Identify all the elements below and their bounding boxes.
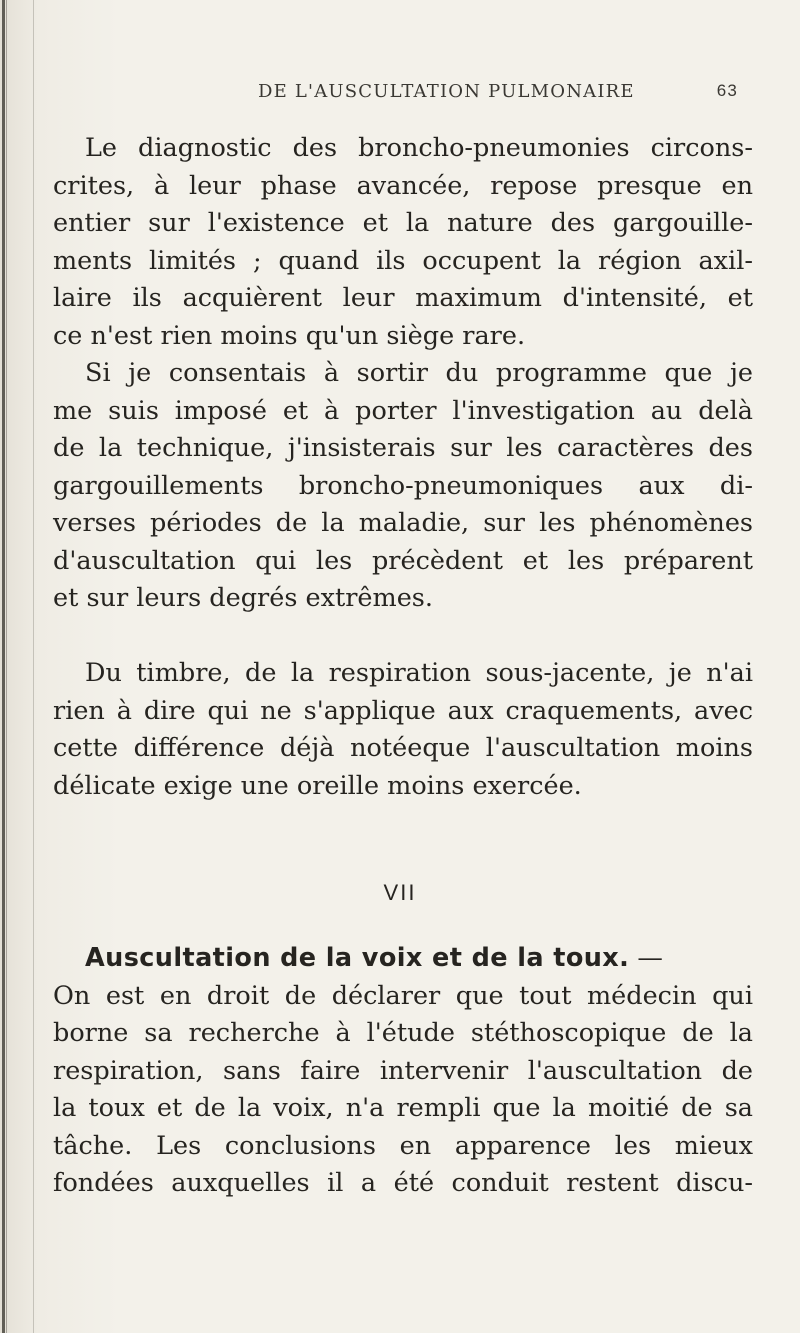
- heading-dash: —: [629, 943, 663, 973]
- text-line: gargouillements broncho-pneumoniques aux di-: [53, 470, 753, 501]
- text-line: rien à dire qui ne s'applique aux craquements, avec: [53, 695, 753, 726]
- text-line: cette différence déjà notéeque l'auscultation moins: [53, 733, 753, 763]
- binding-edge: [2, 0, 5, 1333]
- paragraph-3: [53, 655, 753, 805]
- text-line: On est en droit de déclarer que tout médecin qui: [53, 980, 753, 1011]
- text-line: Du timbre, de la respiration sous-jacente, je n'ai: [85, 658, 753, 688]
- text-line: crites, à leur phase avancée, repose presque en: [53, 170, 753, 201]
- text-line: Le diagnostic des broncho-pneumonies circons-: [85, 133, 753, 163]
- section-heading-line: [53, 940, 753, 978]
- text-line: verses périodes de la maladie, sur les phénomènes: [53, 508, 753, 538]
- text-line: borne sa recherche à l'étude stéthoscopique de la: [53, 1018, 753, 1048]
- binding-edge-shadow: [6, 0, 7, 1333]
- text-line: de la technique, j'insisterais sur les caractères des: [53, 433, 753, 463]
- text-line: fondées auxquelles il a été conduit restent discu-: [53, 1168, 753, 1198]
- text-line: tâche. Les conclusions en apparence les mieux: [53, 1130, 753, 1161]
- text-line: laire ils acquièrent leur maximum d'intensité, et: [53, 283, 753, 313]
- page-number: 63: [716, 81, 738, 100]
- running-header: [258, 81, 738, 102]
- text-line: délicate exige une oreille moins exercée.: [53, 770, 582, 801]
- section-heading: Auscultation de la voix et de la toux.: [85, 943, 630, 973]
- text-line: ments limités ; quand ils occupent la région axil-: [53, 245, 753, 276]
- text-line: Si je consentais à sortir du programme que je: [85, 358, 753, 388]
- section-paragraph: [53, 940, 753, 1203]
- section-number: VII: [383, 880, 417, 905]
- text-line: et sur leurs degrés extrêmes.: [53, 583, 433, 613]
- text-line: respiration, sans faire intervenir l'auscultation de: [53, 1055, 753, 1086]
- text-line: entier sur l'existence et la nature des gargouille-: [53, 208, 753, 238]
- running-title: DE L'AUSCULTATION PULMONAIRE: [258, 81, 635, 102]
- text-line: me suis imposé et à porter l'investigation au delà: [53, 395, 753, 426]
- text-line: d'auscultation qui les précèdent et les préparent: [53, 545, 753, 576]
- text-line: ce n'est rien moins qu'un siège rare.: [53, 320, 526, 351]
- paragraph-2: [53, 355, 753, 618]
- text-line: la toux et de la voix, n'a rempli que la moitié de sa: [53, 1093, 753, 1123]
- gutter-shadow: [33, 0, 34, 1333]
- paragraph-1: [53, 130, 753, 355]
